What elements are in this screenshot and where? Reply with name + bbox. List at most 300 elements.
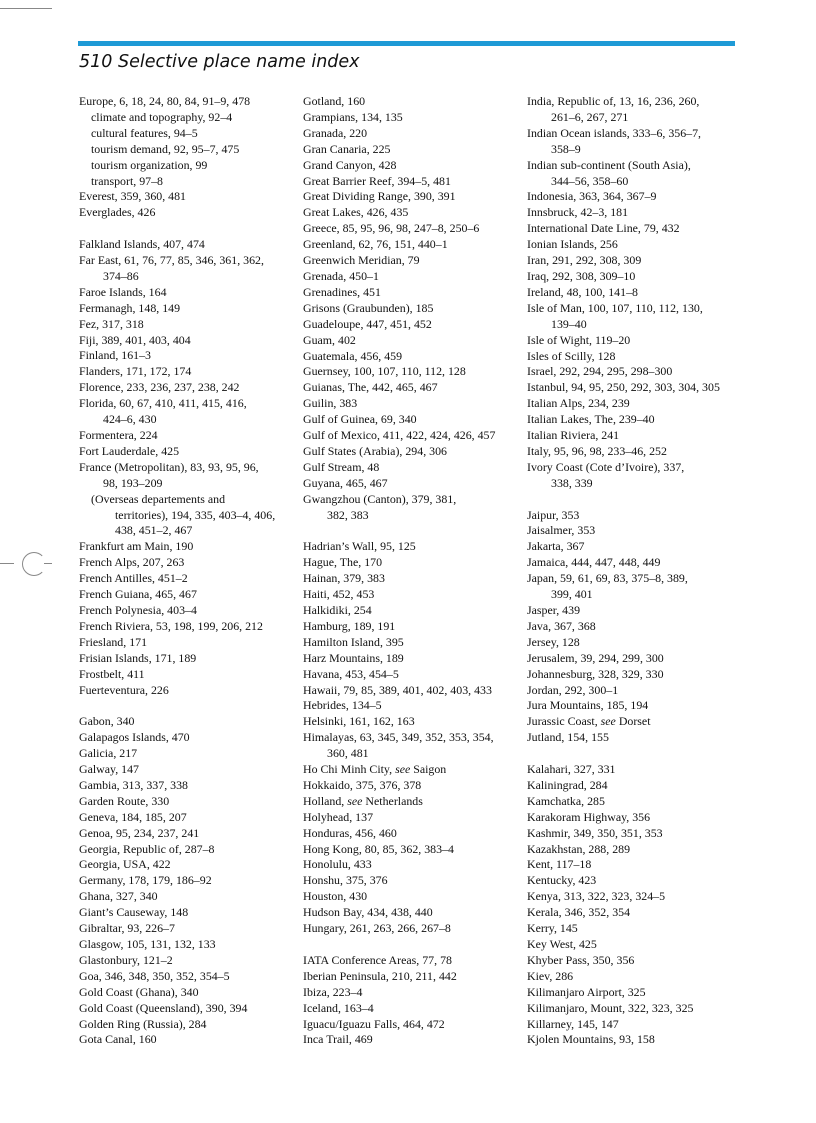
index-entry xyxy=(527,778,742,794)
index-entry-text: Grand Canyon, 428 xyxy=(303,157,397,172)
index-entry-text: 344–56, 358–60 xyxy=(551,173,629,188)
index-entry xyxy=(303,380,518,396)
index-entry-text: Holland, xyxy=(303,793,348,808)
index-entry-continuation xyxy=(303,508,518,524)
index-entry xyxy=(527,1001,742,1017)
index-entry-text: Kaliningrad, 284 xyxy=(527,777,608,792)
index-entry xyxy=(527,921,742,937)
index-entry xyxy=(79,762,294,778)
index-subentry xyxy=(79,492,294,508)
index-entry xyxy=(303,762,518,778)
index-entry-text: Jaipur, 353 xyxy=(527,507,580,522)
index-entry-text: Jerusalem, 39, 294, 299, 300 xyxy=(527,650,664,665)
index-entry xyxy=(303,333,518,349)
index-entry-text: Jakarta, 367 xyxy=(527,539,585,554)
index-entry-text: 424–6, 430 xyxy=(103,412,157,427)
index-entry xyxy=(79,571,294,587)
index-entry-continuation xyxy=(527,476,742,492)
index-entry xyxy=(79,301,294,317)
index-entry xyxy=(79,428,294,444)
index-entry xyxy=(79,953,294,969)
index-entry-continuation xyxy=(79,412,294,428)
index-entry xyxy=(79,1001,294,1017)
index-entry xyxy=(79,873,294,889)
index-entry-text: Ivory Coast (Cote d’Ivoire), 337, xyxy=(527,459,685,474)
index-subentry xyxy=(79,142,294,158)
index-entry xyxy=(527,205,742,221)
index-entry-text: Hebrides, 134–5 xyxy=(303,698,382,713)
index-entry-text: Innsbruck, 42–3, 181 xyxy=(527,205,629,220)
index-entry-text: Golden Ring (Russia), 284 xyxy=(79,1016,207,1031)
index-entry-text: Havana, 453, 454–5 xyxy=(303,666,399,681)
index-entry-text: French Alps, 207, 263 xyxy=(79,555,185,570)
index-entry xyxy=(527,364,742,380)
index-entry xyxy=(303,857,518,873)
index-entry-text: Finland, 161–3 xyxy=(79,348,152,363)
index-entry xyxy=(527,905,742,921)
page-header xyxy=(79,52,360,72)
index-entry xyxy=(303,237,518,253)
index-entry xyxy=(303,1001,518,1017)
index-entry xyxy=(303,889,518,905)
index-entry xyxy=(303,94,518,110)
index-entry-text: 399, 401 xyxy=(551,587,593,602)
index-entry xyxy=(79,746,294,762)
index-entry-text: Genoa, 95, 234, 237, 241 xyxy=(79,825,200,840)
index-entry-text: Israel, 292, 294, 295, 298–300 xyxy=(527,364,673,379)
index-entry-text: Kiev, 286 xyxy=(527,968,574,983)
index-entry-text: Galapagos Islands, 470 xyxy=(79,730,190,745)
index-entry-text: Iceland, 163–4 xyxy=(303,1000,374,1015)
index-entry-text: Kent, 117–18 xyxy=(527,857,592,872)
index-entry xyxy=(527,428,742,444)
index-entry-text: Glasgow, 105, 131, 132, 133 xyxy=(79,937,216,951)
index-entry xyxy=(303,476,518,492)
index-entry-text: Goa, 346, 348, 350, 352, 354–5 xyxy=(79,968,230,983)
index-entry xyxy=(527,667,742,683)
index-entry xyxy=(303,492,518,508)
index-entry-text: Holyhead, 137 xyxy=(303,809,374,824)
index-entry-text: Kerala, 346, 352, 354 xyxy=(527,905,631,920)
index-entry-text: Jordan, 292, 300–1 xyxy=(527,682,619,697)
index-entry-text: Gota Canal, 160 xyxy=(79,1032,157,1047)
see-reference: see xyxy=(600,714,616,729)
index-entry xyxy=(527,889,742,905)
index-entry-text: Iraq, 292, 308, 309–10 xyxy=(527,268,636,283)
index-subentry xyxy=(79,126,294,142)
index-entry-text: Hainan, 379, 383 xyxy=(303,571,385,586)
see-target: Netherlands xyxy=(362,793,423,808)
index-entry xyxy=(303,921,518,937)
index-letter-gap xyxy=(303,523,518,539)
see-reference: see xyxy=(347,793,363,808)
index-entry-text: 382, 383 xyxy=(327,507,369,522)
index-entry-text: Halkidiki, 254 xyxy=(303,602,372,617)
index-entry-text: Iguacu/Iguazu Falls, 464, 472 xyxy=(303,1016,445,1031)
index-entry-text: Honduras, 456, 460 xyxy=(303,825,397,840)
index-entry-text: 98, 193–209 xyxy=(103,475,163,490)
index-entry xyxy=(79,539,294,555)
index-entry xyxy=(79,555,294,571)
index-letter-gap xyxy=(303,937,518,953)
index-entry-text: Jasper, 439 xyxy=(527,602,581,617)
index-entry-text: Gulf States (Arabia), 294, 306 xyxy=(303,443,447,458)
index-entry-text: Jurassic Coast, xyxy=(527,714,601,729)
index-entry-text: Florida, 60, 67, 410, 411, 415, 416, xyxy=(79,396,247,411)
index-entry-text: territories), 194, 335, 403–4, 406, xyxy=(115,507,276,522)
index-entry xyxy=(303,667,518,683)
index-entry xyxy=(527,94,742,110)
index-entry-text: Frostbelt, 411 xyxy=(79,666,145,681)
index-entry-continuation xyxy=(303,746,518,762)
index-entry-text: Kjolen Mountains, 93, 158 xyxy=(527,1032,655,1047)
index-entry-text: Frisian Islands, 171, 189 xyxy=(79,650,197,665)
index-entry xyxy=(79,921,294,937)
index-entry xyxy=(79,94,294,110)
index-entry xyxy=(303,826,518,842)
index-entry xyxy=(79,810,294,826)
index-entry xyxy=(303,221,518,237)
index-entry-text: 358–9 xyxy=(551,141,581,156)
index-entry-text: Jura Mountains, 185, 194 xyxy=(527,698,649,713)
index-entry-continuation xyxy=(527,174,742,190)
index-entry xyxy=(303,269,518,285)
index-entry-text: Jersey, 128 xyxy=(527,634,580,649)
index-entry xyxy=(79,619,294,635)
index-entry-text: Italy, 95, 96, 98, 233–46, 252 xyxy=(527,443,667,458)
index-subentry xyxy=(79,523,294,539)
index-entry-text: Hokkaido, 375, 376, 378 xyxy=(303,777,422,792)
index-entry xyxy=(79,778,294,794)
index-entry-text: 261–6, 267, 271 xyxy=(551,109,629,124)
index-entry-text: Iran, 291, 292, 308, 309 xyxy=(527,253,642,268)
index-entry-text: Helsinki, 161, 162, 163 xyxy=(303,714,415,729)
index-entry xyxy=(79,333,294,349)
index-letter-gap xyxy=(79,221,294,237)
index-entry-text: Germany, 178, 179, 186–92 xyxy=(79,873,212,888)
index-entry xyxy=(527,953,742,969)
index-entry xyxy=(527,937,742,953)
index-entry-text: Hamilton Island, 395 xyxy=(303,634,404,649)
index-entry-text: 139–40 xyxy=(551,316,587,331)
index-entry xyxy=(303,555,518,571)
index-entry-text: Ireland, 48, 100, 141–8 xyxy=(527,284,638,299)
index-entry-text: Italian Riviera, 241 xyxy=(527,428,620,443)
index-entry-text: Karakoram Highway, 356 xyxy=(527,809,651,824)
index-entry-text: Guyana, 465, 467 xyxy=(303,475,388,490)
index-entry-text: French Riviera, 53, 198, 199, 206, 212 xyxy=(79,618,263,633)
index-entry xyxy=(79,842,294,858)
index-entry-text: Giant’s Causeway, 148 xyxy=(79,905,189,920)
index-entry-text: International Date Line, 79, 432 xyxy=(527,221,680,236)
index-entry xyxy=(527,635,742,651)
index-entry xyxy=(303,158,518,174)
index-entry xyxy=(527,396,742,412)
index-entry-text: Java, 367, 368 xyxy=(527,618,596,633)
index-entry xyxy=(303,174,518,190)
crop-mark-top-left xyxy=(0,8,52,9)
index-entry xyxy=(79,969,294,985)
index-entry-text: Jaisalmer, 353 xyxy=(527,523,596,538)
index-entry-text: Hadrian’s Wall, 95, 125 xyxy=(303,539,416,554)
index-entry-text: Hague, The, 170 xyxy=(303,555,383,570)
index-letter-gap xyxy=(527,746,742,762)
index-entry-text: Haiti, 452, 453 xyxy=(303,587,375,602)
index-entry xyxy=(527,508,742,524)
index-entry-text: Faroe Islands, 164 xyxy=(79,284,167,299)
index-entry xyxy=(79,205,294,221)
index-entry-text: Killarney, 145, 147 xyxy=(527,1016,619,1031)
index-entry-text: Great Dividing Range, 390, 391 xyxy=(303,189,456,204)
index-entry xyxy=(303,444,518,460)
index-entry-text: Grisons (Graubunden), 185 xyxy=(303,300,434,315)
index-entry-text: Georgia, Republic of, 287–8 xyxy=(79,841,215,856)
index-entry-text: Geneva, 184, 185, 207 xyxy=(79,809,187,824)
index-entry-text: France (Metropolitan), 83, 93, 95, 96, xyxy=(79,459,259,474)
index-entry xyxy=(527,826,742,842)
index-entry-text: Grenada, 450–1 xyxy=(303,268,379,283)
index-entry-text: Gotland, 160 xyxy=(303,94,366,108)
index-entry xyxy=(303,1032,518,1048)
index-entry xyxy=(527,253,742,269)
index-entry xyxy=(527,857,742,873)
index-entry-text: Khyber Pass, 350, 356 xyxy=(527,952,635,967)
index-entry-text: Garden Route, 330 xyxy=(79,793,170,808)
index-entry xyxy=(79,889,294,905)
index-entry-text: Galicia, 217 xyxy=(79,746,138,761)
index-entry-text: Frankfurt am Main, 190 xyxy=(79,539,194,554)
index-entry xyxy=(527,1017,742,1033)
index-entry xyxy=(527,810,742,826)
index-entry xyxy=(303,412,518,428)
index-entry-text: Fermanagh, 148, 149 xyxy=(79,300,181,315)
index-entry-text: Gibraltar, 93, 226–7 xyxy=(79,921,175,936)
see-reference: see xyxy=(395,762,411,777)
index-entry-text: cultural features, 94–5 xyxy=(91,125,198,140)
index-entry xyxy=(303,985,518,1001)
index-entry-text: Glastonbury, 121–2 xyxy=(79,952,173,967)
index-entry xyxy=(79,587,294,603)
index-entry xyxy=(303,683,518,699)
index-entry-text: Gabon, 340 xyxy=(79,714,135,729)
index-entry-text: Italian Alps, 234, 239 xyxy=(527,396,630,411)
index-entry-text: Far East, 61, 76, 77, 85, 346, 361, 362, xyxy=(79,253,264,268)
index-entry-text: Gulf Stream, 48 xyxy=(303,459,380,474)
index-entry-text: Fuerteventura, 226 xyxy=(79,682,169,697)
index-entry xyxy=(527,873,742,889)
index-entry xyxy=(79,253,294,269)
index-entry-text: Guatemala, 456, 459 xyxy=(303,348,403,363)
index-entry-continuation xyxy=(79,476,294,492)
index-subentry xyxy=(79,110,294,126)
index-entry xyxy=(527,714,742,730)
index-entry-text: Guernsey, 100, 107, 110, 112, 128 xyxy=(303,364,466,379)
index-entry xyxy=(303,905,518,921)
index-entry-text: Himalayas, 63, 345, 349, 352, 353, 354, xyxy=(303,730,494,745)
index-entry xyxy=(527,189,742,205)
index-letter-gap xyxy=(79,698,294,714)
index-entry-text: Friesland, 171 xyxy=(79,634,148,649)
index-entry-text: Gwangzhou (Canton), 379, 381, xyxy=(303,491,457,506)
index-entry xyxy=(303,873,518,889)
index-entry-text: Greenland, 62, 76, 151, 440–1 xyxy=(303,237,448,252)
index-entry xyxy=(79,651,294,667)
index-entry xyxy=(303,460,518,476)
index-entry xyxy=(303,317,518,333)
index-entry xyxy=(527,619,742,635)
index-entry-continuation xyxy=(527,587,742,603)
index-entry xyxy=(79,683,294,699)
index-entry-text: Harz Mountains, 189 xyxy=(303,650,404,665)
index-entry-text: Kalahari, 327, 331 xyxy=(527,762,616,777)
index-entry-text: Guam, 402 xyxy=(303,332,356,347)
index-entry xyxy=(303,301,518,317)
index-entry-text: Gulf of Mexico, 411, 422, 424, 426, 457 xyxy=(303,428,496,443)
index-entry xyxy=(303,396,518,412)
index-entry xyxy=(527,762,742,778)
index-column-3 xyxy=(527,94,742,1048)
index-entry xyxy=(79,364,294,380)
index-column-2 xyxy=(303,94,518,1048)
index-entry xyxy=(527,603,742,619)
index-entry xyxy=(303,1017,518,1033)
index-entry-text: Isle of Wight, 119–20 xyxy=(527,332,631,347)
index-entry-text: Kilimanjaro Airport, 325 xyxy=(527,984,646,999)
index-entry-text: Georgia, USA, 422 xyxy=(79,857,171,872)
index-entry xyxy=(303,969,518,985)
index-entry xyxy=(79,380,294,396)
index-letter-gap xyxy=(527,492,742,508)
index-entry xyxy=(79,826,294,842)
index-entry xyxy=(303,205,518,221)
index-entry-text: French Guiana, 465, 467 xyxy=(79,587,197,602)
index-entry-text: 374–86 xyxy=(103,268,139,283)
registration-mark-tick xyxy=(44,563,52,564)
index-entry-text: Greece, 85, 95, 96, 98, 247–8, 250–6 xyxy=(303,221,480,236)
index-entry xyxy=(303,349,518,365)
index-entry xyxy=(303,603,518,619)
index-entry xyxy=(303,619,518,635)
index-entry-text: tourism demand, 92, 95–7, 475 xyxy=(91,141,240,156)
index-entry xyxy=(303,571,518,587)
index-entry xyxy=(303,794,518,810)
index-entry xyxy=(303,110,518,126)
index-entry-text: Falkland Islands, 407, 474 xyxy=(79,237,205,252)
index-entry-text: Kentucky, 423 xyxy=(527,873,597,888)
index-entry xyxy=(527,460,742,476)
index-entry xyxy=(527,285,742,301)
index-entry-text: Granada, 220 xyxy=(303,125,368,140)
index-entry xyxy=(527,842,742,858)
index-entry xyxy=(79,985,294,1001)
index-entry-text: Ghana, 327, 340 xyxy=(79,889,158,904)
index-entry-text: Grampians, 134, 135 xyxy=(303,109,403,124)
index-entry xyxy=(303,635,518,651)
index-entry-text: Jamaica, 444, 447, 448, 449 xyxy=(527,555,661,570)
index-entry xyxy=(303,253,518,269)
index-entry xyxy=(79,460,294,476)
index-entry-text: Everglades, 426 xyxy=(79,205,156,220)
index-entry xyxy=(79,285,294,301)
index-entry-text: Florence, 233, 236, 237, 238, 242 xyxy=(79,380,240,395)
index-entry xyxy=(79,937,294,953)
index-entry-text: 338, 339 xyxy=(551,475,593,490)
index-entry-text: Hamburg, 189, 191 xyxy=(303,618,396,633)
index-entry-continuation xyxy=(79,269,294,285)
index-entry xyxy=(527,555,742,571)
index-entry xyxy=(79,348,294,364)
index-entry xyxy=(79,1032,294,1048)
page-number: 510 xyxy=(79,52,113,72)
index-entry-text: Gold Coast (Queensland), 390, 394 xyxy=(79,1000,248,1015)
index-entry xyxy=(303,285,518,301)
index-entry-text: Istanbul, 94, 95, 250, 292, 303, 304, 305 xyxy=(527,380,720,395)
header-accent-rule xyxy=(78,41,735,46)
index-entry xyxy=(79,444,294,460)
index-entry xyxy=(527,301,742,317)
see-target: Saigon xyxy=(410,762,447,777)
index-entry-text: Gulf of Guinea, 69, 340 xyxy=(303,412,417,427)
crop-mark-left xyxy=(0,563,14,564)
index-entry xyxy=(303,587,518,603)
index-entry xyxy=(303,189,518,205)
index-entry xyxy=(79,730,294,746)
index-entry-text: Italian Lakes, The, 239–40 xyxy=(527,412,655,427)
index-entry xyxy=(527,333,742,349)
index-entry-text: Isle of Man, 100, 107, 110, 112, 130, xyxy=(527,300,703,315)
index-entry xyxy=(303,428,518,444)
index-subentry xyxy=(79,508,294,524)
index-entry xyxy=(303,364,518,380)
index-entry xyxy=(303,778,518,794)
index-entry xyxy=(303,714,518,730)
index-entry xyxy=(527,539,742,555)
index-entry-text: Hong Kong, 80, 85, 362, 383–4 xyxy=(303,841,454,856)
index-entry-text: Ionian Islands, 256 xyxy=(527,237,618,252)
index-entry xyxy=(303,539,518,555)
index-entry xyxy=(527,651,742,667)
index-entry-text: IATA Conference Areas, 77, 78 xyxy=(303,952,452,967)
index-entry xyxy=(527,969,742,985)
index-entry xyxy=(527,380,742,396)
index-entry xyxy=(527,412,742,428)
index-entry-text: Japan, 59, 61, 69, 83, 375–8, 389, xyxy=(527,571,688,586)
index-entry xyxy=(527,349,742,365)
index-entry-text: Honolulu, 433 xyxy=(303,857,372,872)
index-entry-text: Kashmir, 349, 350, 351, 353 xyxy=(527,825,663,840)
index-entry xyxy=(303,698,518,714)
index-entry-text: French Antilles, 451–2 xyxy=(79,571,188,586)
index-entry-text: India, Republic of, 13, 16, 236, 260, xyxy=(527,94,700,108)
index-entry-text: Iberian Peninsula, 210, 211, 442 xyxy=(303,968,457,983)
index-entry-continuation xyxy=(527,317,742,333)
index-entry-text: Hungary, 261, 263, 266, 267–8 xyxy=(303,921,451,936)
index-entry-text: Kilimanjaro, Mount, 322, 323, 325 xyxy=(527,1000,694,1015)
index-entry-text: Isles of Scilly, 128 xyxy=(527,348,616,363)
index-entry xyxy=(527,126,742,142)
index-entry xyxy=(79,794,294,810)
index-entry xyxy=(303,126,518,142)
index-entry-text: Flanders, 171, 172, 174 xyxy=(79,364,192,379)
index-entry-text: Everest, 359, 360, 481 xyxy=(79,189,186,204)
index-entry-text: Fiji, 389, 401, 403, 404 xyxy=(79,332,191,347)
index-entry xyxy=(79,905,294,921)
index-entry-text: transport, 97–8 xyxy=(91,173,163,188)
index-entry-text: Hawaii, 79, 85, 389, 401, 402, 403, 433 xyxy=(303,682,492,697)
index-entry-text: Houston, 430 xyxy=(303,889,368,904)
index-entry xyxy=(527,683,742,699)
index-entry-text: 360, 481 xyxy=(327,746,369,761)
